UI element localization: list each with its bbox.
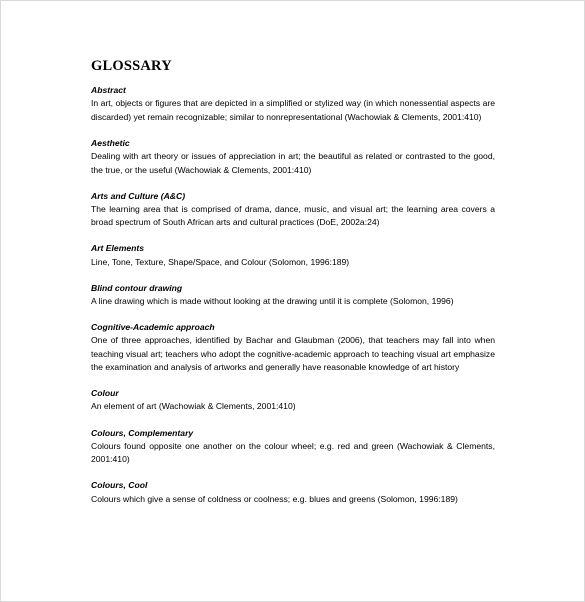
glossary-definition: A line drawing which is made without looking at the drawing until it is complete (Solomon, 1996)	[91, 295, 454, 306]
glossary-term: Aesthetic	[91, 137, 130, 148]
glossary-term: Abstract	[91, 85, 126, 95]
page-title: GLOSSARY	[91, 58, 172, 74]
glossary-entry	[91, 137, 495, 177]
glossary-entry	[91, 387, 495, 414]
glossary-definition: The learning area that is comprised of drama, dance, music, and visual art; the learning area covers a broad spectrum of South African arts and cultural practices (DoE, 2002a:24)	[91, 203, 495, 228]
glossary-entry	[91, 84, 495, 124]
glossary-definition: Line, Tone, Texture, Shape/Space, and Colour (Solomon, 1996:189)	[91, 256, 350, 267]
glossary-entry	[91, 479, 495, 506]
glossary-term: Art Elements	[91, 243, 145, 254]
glossary-term: Arts and Culture (A&C)	[91, 190, 186, 201]
glossary-entry	[91, 427, 495, 467]
glossary-term: Blind contour drawing	[91, 282, 183, 293]
glossary-entry	[91, 282, 495, 309]
glossary-term: Cognitive-Academic approach	[91, 321, 215, 332]
glossary-term: Colours, Cool	[91, 480, 148, 491]
glossary-entry	[91, 242, 495, 269]
glossary-definition: Colours which give a sense of coldness or coolness; e.g. blues and greens (Solomon, 1996:189)	[91, 493, 458, 504]
glossary-definition: One of three approaches, identified by Bachar and Glaubman (2006), that teachers may fall into when teaching visual art; teachers who adopt the cognitive-academic approach to teaching visual art emphasize the examination and analysis of artworks and generally have reasonable knowledge of art history	[91, 335, 495, 373]
glossary-definition: Colours found opposite one another on the colour wheel; e.g. red and green (Wachowiak & Clements, 2001:410)	[91, 440, 495, 465]
glossary-term: Colours, Complementary	[91, 427, 194, 438]
glossary-definition: In art, objects or figures that are depicted in a simplified or stylized way (in which nonessential aspects are discarded) yet remain recognizable; similar to nonrepresentational (Wachowiak & Clements, 2001:410)	[91, 98, 495, 122]
glossary-content	[91, 57, 495, 519]
glossary-definition: Dealing with art theory or issues of appreciation in art; the beautiful as related or contrasted to the good, the true, or the useful (Wachowiak & Clements, 2001:410)	[91, 151, 495, 175]
glossary-entry	[91, 321, 495, 375]
glossary-term: Colour	[91, 388, 119, 399]
glossary-definition: An element of art (Wachowiak & Clements, 2001:410)	[91, 401, 296, 412]
glossary-entry	[91, 190, 495, 230]
